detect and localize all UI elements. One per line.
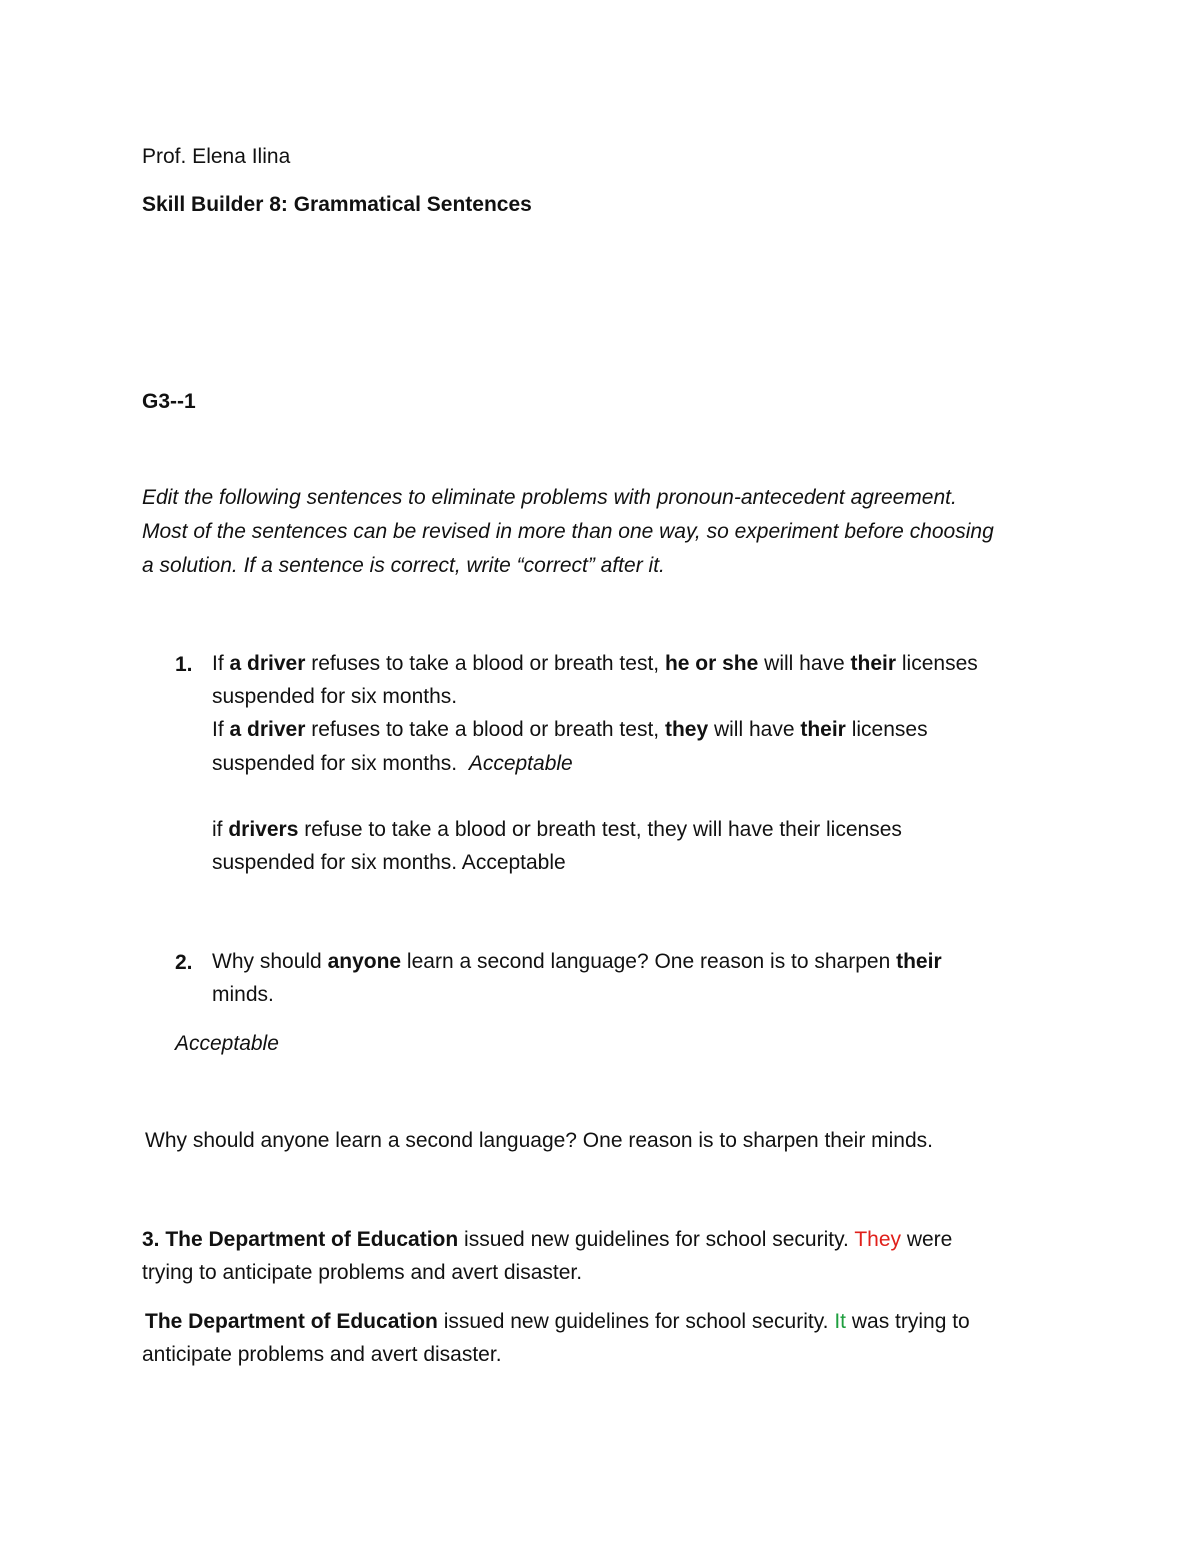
pronoun: their xyxy=(896,950,942,973)
item-1-revision-1-line-1 xyxy=(212,719,928,740)
text: was trying to xyxy=(846,1310,970,1333)
text: issued new guidelines for school security. xyxy=(437,1310,835,1333)
item-2-number: 2. xyxy=(175,951,193,974)
pronoun: he or she xyxy=(664,652,759,675)
item-3-original-line-2: trying to anticipate problems and avert disaster. xyxy=(142,1261,583,1284)
instructions-line-1: Edit the following sentences to eliminate problems with pronoun-antecedent agreement. xyxy=(142,486,957,509)
text: issued new guidelines for school security. xyxy=(458,1228,855,1251)
item-3-revised-line-2: anticipate problems and avert disaster. xyxy=(142,1343,502,1366)
error-pronoun: They xyxy=(854,1228,901,1251)
item-1-original-line-2: suspended for six months. xyxy=(212,685,458,708)
antecedent: drivers xyxy=(228,818,299,841)
instructions-line-2: Most of the sentences can be revised in more than one way, so experiment before choosing xyxy=(142,520,994,543)
antecedent: a driver xyxy=(229,652,306,675)
section-label: G3--1 xyxy=(142,390,196,413)
text: learn a second language? One reason is to sharpen xyxy=(401,950,897,973)
text: licenses xyxy=(896,652,978,675)
text: will have xyxy=(708,718,801,741)
acceptable-tag: Acceptable xyxy=(468,752,573,775)
antecedent: anyone xyxy=(327,950,402,973)
item-2-repeat: Why should anyone learn a second language? One reason is to sharpen their minds. xyxy=(145,1129,933,1152)
pronoun: their xyxy=(850,652,897,675)
text: refuse to take a blood or breath test, they will have their licenses xyxy=(298,818,902,841)
instructions-line-3: a solution. If a sentence is correct, write “correct” after it. xyxy=(142,554,665,577)
text: refuses to take a blood or breath test, xyxy=(305,718,665,741)
text: Why should xyxy=(212,950,328,973)
text: will have xyxy=(758,652,851,675)
text: If xyxy=(212,652,230,675)
pronoun: their xyxy=(800,718,846,741)
item-1-number: 1. xyxy=(175,653,193,676)
text: if xyxy=(212,818,229,841)
item-2-acceptable-tag: Acceptable xyxy=(175,1032,279,1055)
item-1-original-line-1 xyxy=(212,653,978,674)
author-name: Prof. Elena Ilina xyxy=(142,145,291,168)
item-2-line-2: minds. xyxy=(212,983,274,1006)
antecedent: a driver xyxy=(229,718,306,741)
item-3-original-line-1 xyxy=(142,1229,952,1250)
text: suspended for six months. xyxy=(212,752,469,775)
text: licenses xyxy=(845,718,928,741)
text: refuses to take a blood or breath test, xyxy=(305,652,665,675)
antecedent: 3. The Department of Education xyxy=(142,1228,459,1251)
correct-pronoun: It xyxy=(834,1310,847,1333)
item-1-revision-1-line-2 xyxy=(212,753,573,774)
document-title: Skill Builder 8: Grammatical Sentences xyxy=(142,193,532,216)
item-1-revision-2-line-2: suspended for six months. Acceptable xyxy=(212,851,566,874)
text: were xyxy=(901,1228,953,1251)
text: If xyxy=(212,718,230,741)
item-2-line-1 xyxy=(212,951,942,972)
pronoun: they xyxy=(664,718,709,741)
antecedent: The Department of Education xyxy=(145,1310,438,1333)
item-1-revision-2-line-1 xyxy=(212,819,902,840)
item-3-revised-line-1 xyxy=(145,1311,970,1332)
